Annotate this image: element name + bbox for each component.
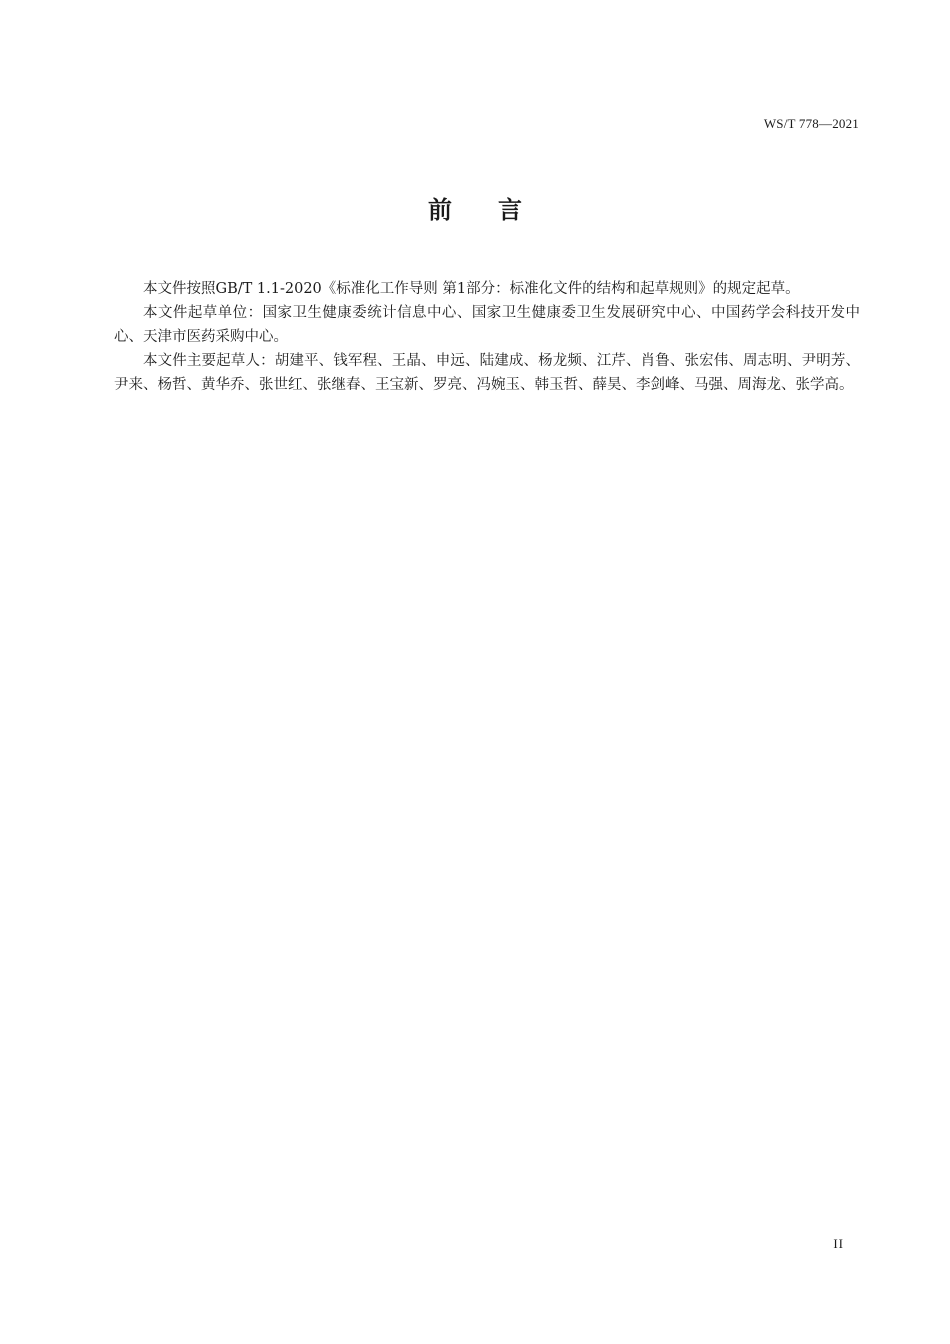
page-title [0,190,950,225]
paragraph-main-drafters: 本文件主要起草人：胡建平、钱军程、王晶、申远、陆建成、杨龙频、江芹、肖鲁、张宏伟、周志明、尹明芳、尹来、杨哲、黄华乔、张世红、张继春、王宝新、罗亮、冯婉玉、韩玉哲、薛昊、李剑峰、马强、周海龙、张学高。 [114,353,860,393]
page-number: II [833,1236,844,1251]
paragraph-drafting-units: 本文件起草单位：国家卫生健康委统计信息中心、国家卫生健康委卫生发展研究中心、中国药学会科技开发中心、天津市医药采购中心。 [114,305,860,345]
foreword-body [114,277,860,397]
page-title-char-2: 言 [498,196,522,224]
document-code: WS/T 778—2021 [763,116,859,131]
paragraph-standard-reference: 本文件按照GB/T 1.1-2020《标准化工作导则 第1部分：标准化文件的结构和起草规则》的规定起草。 [143,281,800,297]
page-title-char-1: 前 [428,196,452,224]
